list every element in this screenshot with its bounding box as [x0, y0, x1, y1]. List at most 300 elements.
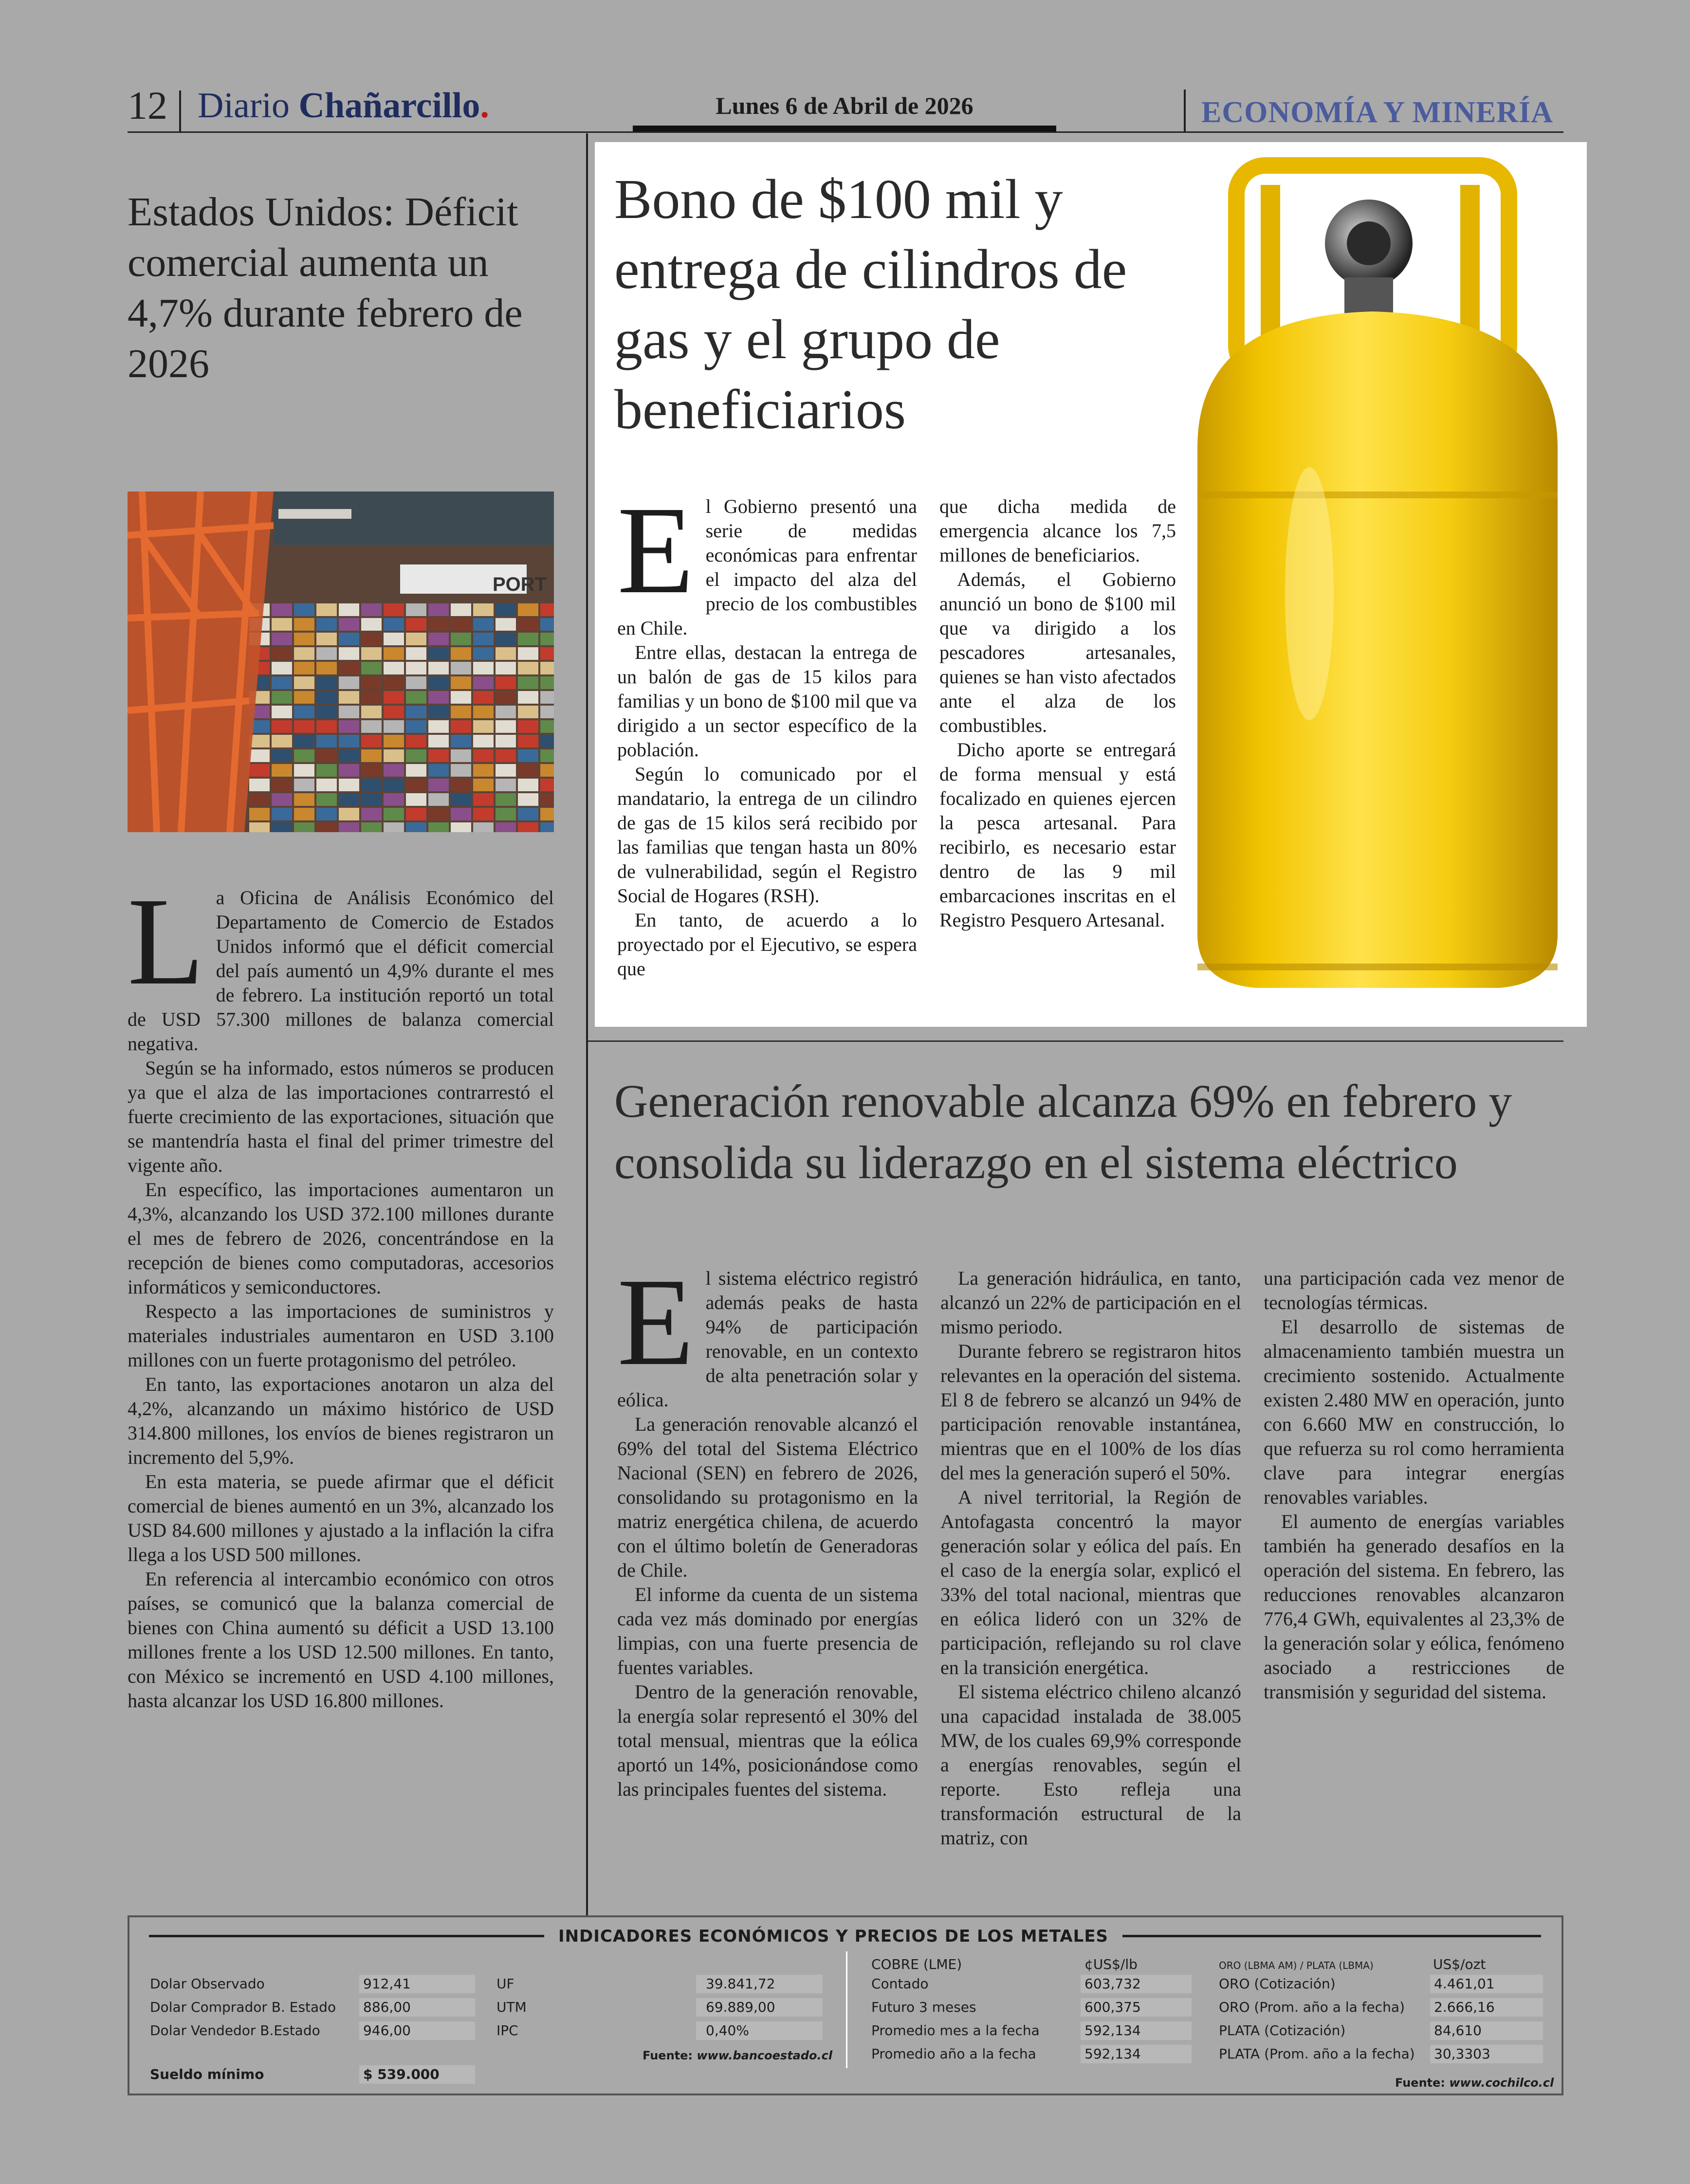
shipping-container	[294, 633, 314, 645]
shipping-container	[428, 662, 449, 674]
shipping-container	[384, 808, 404, 820]
newspaper-name-main: Chañarcillo	[298, 86, 480, 126]
shipping-container	[473, 735, 494, 747]
paragraph: A nivel territorial, la Región de Antofagasta concentró la mayor generación solar y eólica del país. En el caso de la energía solar, explicó el 33% del total nacional, mientras que en eólica lideró con un 32% de participación, reflejando su rol clave en la transición energética.	[940, 1486, 1241, 1678]
indicator-label: Promedio año a la fecha	[871, 2046, 1036, 2062]
shipping-container	[339, 764, 359, 777]
indicator-value: 69.889,00	[696, 1998, 823, 2017]
shipping-container	[384, 691, 404, 704]
shipping-container	[496, 691, 516, 704]
shipping-container	[451, 779, 471, 791]
shipping-container	[518, 764, 538, 777]
shipping-container	[473, 764, 494, 777]
shipping-container	[518, 676, 538, 689]
shipping-container	[451, 749, 471, 762]
gas-article-dropcap: E	[617, 480, 694, 619]
shipping-container	[361, 647, 382, 660]
shipping-container	[316, 764, 337, 777]
shipping-container	[339, 749, 359, 762]
shipping-container	[406, 647, 426, 660]
shipping-container	[451, 633, 471, 645]
shipping-container	[540, 618, 554, 631]
indicator-value: 39.841,72	[696, 1975, 823, 1993]
indicator-label: UF	[496, 1976, 514, 1992]
shipping-container	[406, 706, 426, 718]
shipping-container	[361, 822, 382, 832]
indicators-rule	[149, 1935, 544, 1937]
shipping-container	[540, 676, 554, 689]
shipping-container	[339, 647, 359, 660]
shipping-container	[316, 603, 337, 616]
shipping-container	[294, 647, 314, 660]
shipping-container	[540, 749, 554, 762]
indicator-value: 600,375	[1081, 1998, 1192, 2017]
shipping-container	[518, 822, 538, 832]
shipping-container	[406, 779, 426, 791]
shipping-container	[384, 618, 404, 631]
renewables-dropcap: E	[617, 1252, 694, 1391]
paragraph: Según lo comunicado por el mandatario, la entrega de un cilindro de gas de 15 kilos será recibido por las familias que tengan hasta un 80% de vulnerabilidad, según el Registro Social de Hogares (RSH).	[617, 763, 917, 907]
shipping-container	[473, 720, 494, 733]
indicator-label: Dolar Comprador B. Estado	[150, 1999, 336, 2015]
shipping-container	[339, 618, 359, 631]
shipping-container	[294, 720, 314, 733]
shipping-container	[451, 662, 471, 674]
newspaper-name-dot: .	[480, 86, 489, 126]
shipping-container	[361, 676, 382, 689]
shipping-container	[384, 779, 404, 791]
indicator-value: 946,00	[359, 2021, 475, 2040]
shipping-container	[384, 706, 404, 718]
shipping-container	[518, 793, 538, 806]
paragraph: En esta materia, se puede afirmar que el déficit comercial de bienes aumentó en un 3%, alcanzado los USD 84.600 millones y ajustado a la inflación la cifra llega a los USD 500 millones.	[128, 1471, 554, 1565]
shipping-container	[473, 603, 494, 616]
shipping-container	[496, 808, 516, 820]
indicator-value: 592,134	[1081, 2045, 1192, 2063]
shipping-container	[496, 822, 516, 832]
shipping-container	[451, 618, 471, 631]
shipping-container	[428, 793, 449, 806]
shipping-container	[428, 706, 449, 718]
shipping-container	[272, 779, 292, 791]
shipping-container	[272, 618, 292, 631]
shipping-container	[428, 691, 449, 704]
paragraph: La generación hidráulica, en tanto, alcanzó un 22% de participación en el mismo periodo.	[940, 1267, 1241, 1338]
paragraph: La generación renovable alcanzó el 69% del total del Sistema Eléctrico Nacional (SEN) en febrero de 2026, consolidando su protagonismo en la matriz energética chilena, de acuerdo con el último boletín de Generadoras de Chile.	[617, 1413, 918, 1581]
gas-bonus-headline: Bono de $100 mil y entrega de cilindros de gas y el grupo de beneficiarios	[614, 168, 1127, 441]
shipping-container	[406, 735, 426, 747]
shipping-container	[518, 662, 538, 674]
shipping-container	[316, 618, 337, 631]
shipping-container	[294, 808, 314, 820]
indicator-value: 603,732	[1081, 1975, 1192, 1993]
container-port-illustration	[128, 491, 554, 832]
paragraph: l sistema eléctrico registró además peaks de hasta 94% de participación renovable, en un contexto de alta penetración solar y eólica.	[617, 1267, 918, 1411]
shipping-container	[294, 764, 314, 777]
shipping-container	[361, 764, 382, 777]
shipping-container	[406, 808, 426, 820]
shipping-container	[518, 618, 538, 631]
shipping-container	[496, 618, 516, 631]
paragraph: En específico, las importaciones aumentaron un 4,3%, alcanzando los USD 372.100 millones durante el mes de febrero de 2026, concentrándose en la recepción de bienes como computadoras, accesorios informáticos y semiconductores.	[128, 1179, 554, 1298]
gas-cylinder-photo	[1188, 156, 1572, 1007]
indicators-rule	[1122, 1935, 1541, 1937]
shipping-container	[249, 793, 270, 806]
shipping-container	[339, 633, 359, 645]
shipping-container	[451, 735, 471, 747]
page-number: 12	[128, 83, 167, 127]
paragraph: El sistema eléctrico chileno alcanzó una capacidad instalada de 38.005 MW, de los cuales 69,9% corresponde a energías renovables, según el reporte. Esto refleja una transformación estructural de la matriz, con	[940, 1681, 1241, 1849]
minimum-wage-value: $ 539.000	[359, 2065, 475, 2084]
shipping-container	[518, 691, 538, 704]
shipping-container	[316, 706, 337, 718]
shipping-container	[540, 793, 554, 806]
shipping-container	[428, 647, 449, 660]
paragraph: El desarrollo de sistemas de almacenamiento también muestra un crecimiento sostenido. Actualmente existen 2.480 MW en operación, junto con 6.660 MW en construcción, lo que refuerza su rol como herramienta clave para integrar energías renovables variables.	[1264, 1316, 1564, 1508]
paragraph: Durante febrero se registraron hitos relevantes en la operación del sistema. El 8 de febrero se alcanzó un 94% de participación renovable instantánea, mientras que en el 100% de los días del mes la generación superó el 50%.	[940, 1340, 1241, 1484]
copper-unit: ¢US$/lb	[1084, 1956, 1138, 1972]
shipping-container	[361, 706, 382, 718]
paragraph: l Gobierno presentó una serie de medidas económicas para enfrentar el impacto del alza del precio de los combustibles en Chile.	[617, 495, 917, 639]
shipping-container	[496, 793, 516, 806]
article-divider	[588, 1040, 1563, 1042]
copper-header: COBRE (LME)	[871, 1956, 962, 1972]
shipping-container	[361, 720, 382, 733]
renewables-column-3	[1264, 1266, 1564, 1704]
trade-deficit-body	[128, 872, 554, 1713]
shipping-container	[361, 691, 382, 704]
shipping-container	[339, 793, 359, 806]
shipping-container	[428, 603, 449, 616]
shipping-container	[451, 793, 471, 806]
shipping-container	[428, 735, 449, 747]
shipping-container	[316, 662, 337, 674]
shipping-container	[294, 603, 314, 616]
shipping-container	[361, 793, 382, 806]
shipping-container	[451, 647, 471, 660]
shipping-container	[339, 676, 359, 689]
shipping-container	[272, 633, 292, 645]
shipping-container	[339, 691, 359, 704]
renewables-column-2	[940, 1266, 1241, 1850]
shipping-container	[406, 603, 426, 616]
trade-deficit-dropcap: L	[128, 872, 204, 1011]
shipping-container	[384, 647, 404, 660]
shipping-container	[473, 662, 494, 674]
paragraph: El informe da cuenta de un sistema cada vez más dominado por energías limpias, con una fuerte presencia de fuentes variables.	[617, 1583, 918, 1678]
shipping-container	[316, 749, 337, 762]
indicator-label: Dolar Observado	[150, 1976, 265, 1992]
shipping-container	[249, 808, 270, 820]
masthead-divider	[179, 91, 181, 132]
section-title: ECONOMÍA Y MINERÍA	[1201, 96, 1553, 129]
indicators-divider	[846, 1951, 847, 2068]
shipping-container	[540, 706, 554, 718]
shipping-container	[496, 676, 516, 689]
paragraph: Dicho aporte se entregará de forma mensual y está focalizado en quienes ejercen la pesca artesanal. Para recibirlo, es necesario estar dentro de las 9 mil embarcaciones inscritas en el Registro Pesquero Artesanal.	[939, 739, 1176, 931]
indicator-value: 886,00	[359, 1998, 475, 2017]
newspaper-name-prefix: Diario	[198, 86, 290, 126]
paragraph: El aumento de energías variables también ha generado desafíos en la operación del sistema. En febrero, las reducciones renovables alcanzaron 776,4 GWh, equivalentes al 23,3% de la generación solar y eólica, fenómeno asociado a restricciones de transmisión y seguridad del sistema.	[1264, 1511, 1564, 1703]
shipping-container	[294, 793, 314, 806]
shipping-container	[249, 749, 270, 762]
shipping-container	[496, 603, 516, 616]
shipping-container	[294, 706, 314, 718]
shipping-container	[361, 779, 382, 791]
section-divider	[1184, 90, 1186, 131]
shipping-container	[272, 735, 292, 747]
shipping-container	[540, 822, 554, 832]
shipping-container	[249, 822, 270, 832]
shipping-container	[272, 808, 292, 820]
shipping-container	[540, 691, 554, 704]
source-label: Fuente:	[643, 2049, 693, 2062]
newspaper-name	[198, 88, 489, 124]
shipping-container	[361, 633, 382, 645]
indicator-value: 84,610	[1430, 2021, 1543, 2040]
paragraph: Respecto a las importaciones de suministros y materiales industriales aumentaron en USD 3.100 millones con un fuerte protagonismo del petróleo.	[128, 1300, 554, 1371]
indicator-label: IPC	[496, 2022, 518, 2038]
indicator-label: Contado	[871, 1976, 929, 1992]
indicator-label: Futuro 3 meses	[871, 1999, 976, 2015]
shipping-container	[384, 676, 404, 689]
shipping-container	[496, 662, 516, 674]
shipping-container	[361, 603, 382, 616]
shipping-container	[496, 779, 516, 791]
shipping-container	[272, 603, 292, 616]
column-rule	[586, 133, 588, 1915]
indicator-label: Dolar Vendedor B.Estado	[150, 2022, 320, 2038]
paragraph: Además, el Gobierno anunció un bono de $100 mil que va dirigido a los pescadores artesanales, quienes se han visto afectados ante el alza de los combustibles.	[939, 568, 1176, 736]
indicator-label: ORO (Prom. año a la fecha)	[1219, 1999, 1405, 2015]
shipping-container	[294, 779, 314, 791]
indicator-label: PLATA (Cotización)	[1219, 2022, 1346, 2038]
shipping-container	[384, 764, 404, 777]
shipping-container	[272, 706, 292, 718]
gas-article-column-2	[939, 494, 1176, 932]
shipping-container	[540, 603, 554, 616]
shipping-container	[339, 706, 359, 718]
shipping-container	[473, 706, 494, 718]
shipping-container	[518, 633, 538, 645]
shipping-container	[518, 706, 538, 718]
shipping-container	[272, 822, 292, 832]
shipping-container	[406, 822, 426, 832]
indicator-value: 30,3303	[1430, 2045, 1543, 2063]
shipping-container	[294, 662, 314, 674]
shipping-container	[406, 720, 426, 733]
shipping-container	[316, 691, 337, 704]
paragraph: que dicha medida de emergencia alcance los 7,5 millones de beneficiarios.	[939, 495, 1176, 566]
shipping-container	[451, 691, 471, 704]
shipping-container	[406, 662, 426, 674]
shipping-container	[518, 735, 538, 747]
shipping-container	[518, 779, 538, 791]
shipping-container	[473, 676, 494, 689]
shipping-container	[540, 662, 554, 674]
shipping-container	[316, 735, 337, 747]
shipping-container	[540, 735, 554, 747]
shipping-container	[361, 735, 382, 747]
container-port-photo	[128, 491, 554, 832]
shipping-container	[272, 720, 292, 733]
renewables-column-1	[617, 1252, 918, 1802]
shipping-container	[316, 647, 337, 660]
shipping-container	[361, 808, 382, 820]
shipping-container	[473, 808, 494, 820]
shipping-container	[428, 720, 449, 733]
shipping-container	[294, 618, 314, 631]
shipping-container	[339, 822, 359, 832]
indicator-label: Promedio mes a la fecha	[871, 2022, 1040, 2038]
masthead-rule	[128, 131, 1563, 133]
shipping-container	[518, 647, 538, 660]
shipping-container	[406, 691, 426, 704]
shipping-container	[406, 676, 426, 689]
shipping-container	[518, 720, 538, 733]
minimum-wage-label: Sueldo mínimo	[150, 2066, 264, 2082]
shipping-container	[473, 618, 494, 631]
shipping-container	[272, 662, 292, 674]
shipping-container	[361, 662, 382, 674]
shipping-container	[428, 618, 449, 631]
shipping-container	[316, 720, 337, 733]
shipping-container	[384, 720, 404, 733]
shipping-container	[339, 779, 359, 791]
indicator-value: 912,41	[359, 1975, 475, 1993]
paragraph: una participación cada vez menor de tecnologías térmicas.	[1264, 1267, 1564, 1313]
shipping-container	[496, 735, 516, 747]
shipping-container	[249, 764, 270, 777]
shipping-container	[272, 764, 292, 777]
shipping-container	[496, 764, 516, 777]
shipping-container	[384, 603, 404, 616]
shipping-container	[473, 779, 494, 791]
shipping-container	[339, 662, 359, 674]
shipping-container	[361, 749, 382, 762]
shipping-container	[496, 720, 516, 733]
shipping-container	[294, 691, 314, 704]
shipping-container	[428, 633, 449, 645]
shipping-container	[316, 793, 337, 806]
shipping-container	[384, 822, 404, 832]
shipping-container	[428, 764, 449, 777]
shipping-container	[272, 647, 292, 660]
shipping-container	[384, 662, 404, 674]
shipping-container	[428, 676, 449, 689]
publication-date: Lunes 6 de Abril de 2026	[716, 92, 974, 119]
shipping-container	[428, 822, 449, 832]
indicators-title: INDICADORES ECONÓMICOS Y PRECIOS DE LOS METALES	[558, 1927, 1109, 1946]
shipping-container	[496, 706, 516, 718]
shipping-container	[316, 822, 337, 832]
trade-deficit-headline: Estados Unidos: Déficit comercial aumenta un 4,7% durante febrero de 2026	[128, 189, 523, 386]
shipping-container	[540, 779, 554, 791]
shipping-container	[473, 822, 494, 832]
shipping-container	[294, 735, 314, 747]
shipping-container	[249, 779, 270, 791]
shipping-container	[406, 793, 426, 806]
source-bancoestado	[643, 2049, 832, 2062]
shipping-container	[451, 808, 471, 820]
shipping-container	[451, 706, 471, 718]
shipping-container	[384, 749, 404, 762]
shipping-container	[451, 603, 471, 616]
shipping-container	[406, 764, 426, 777]
shipping-container	[540, 647, 554, 660]
shipping-container	[316, 808, 337, 820]
shipping-container	[451, 676, 471, 689]
shipping-container	[473, 633, 494, 645]
shipping-container	[294, 822, 314, 832]
metals-unit: US$/ozt	[1433, 1956, 1486, 1972]
source-cochilco	[1395, 2076, 1554, 2090]
shipping-container	[339, 808, 359, 820]
shipping-container	[473, 647, 494, 660]
shipping-container	[496, 633, 516, 645]
shipping-container	[272, 676, 292, 689]
shipping-container	[294, 749, 314, 762]
shipping-container	[540, 720, 554, 733]
shipping-container	[428, 749, 449, 762]
paragraph: En tanto, las exportaciones anotaron un alza del 4,2%, alcanzando un máximo histórico de USD 314.800 millones, los envíos de bienes registraron un incremento del 5,9%.	[128, 1373, 554, 1468]
shipping-container	[473, 749, 494, 762]
paragraph: Dentro de la generación renovable, la energía solar representó el 30% del total mensual, mientras que la eólica aportó un 14%, posicionándose como las principales fuentes del sistema.	[617, 1681, 918, 1800]
shipping-container	[540, 764, 554, 777]
shipping-container	[316, 779, 337, 791]
shipping-container	[272, 749, 292, 762]
shipping-container	[496, 749, 516, 762]
paragraph: a Oficina de Análisis Económico del Departamento de Comercio de Estados Unidos informó que el déficit comercial del país aumentó un 4,9% durante el mes de febrero. La institución reportó un total de USD 57.300 millones de balanza comercial negativa.	[128, 887, 554, 1055]
shipping-container	[361, 618, 382, 631]
gas-article-column-1	[617, 480, 917, 981]
source-site: www.bancoestado.cl	[697, 2049, 833, 2062]
indicator-label: ORO (Cotización)	[1219, 1976, 1336, 1992]
gas-cylinder-illustration	[1188, 156, 1572, 1007]
paragraph: Según se ha informado, estos números se producen ya que el alza de las importaciones contrarrestó el fuerte crecimiento de las exportaciones, situación que se mantendría hasta el final del primer trimestre del vigente año.	[128, 1057, 554, 1176]
shipping-container	[518, 603, 538, 616]
source-site: www.cochilco.cl	[1449, 2076, 1554, 2090]
shipping-container	[339, 735, 359, 747]
indicator-value: 2.666,16	[1430, 1998, 1543, 2017]
shipping-container	[406, 618, 426, 631]
shipping-container	[473, 793, 494, 806]
shipping-container	[451, 720, 471, 733]
shipping-container	[406, 633, 426, 645]
shipping-container	[384, 633, 404, 645]
shipping-container	[384, 793, 404, 806]
shipping-container	[496, 647, 516, 660]
shipping-container	[540, 633, 554, 645]
paragraph: En tanto, de acuerdo a lo proyectado por el Ejecutivo, se espera que	[617, 909, 917, 980]
paragraph: Entre ellas, destacan la entrega de un balón de gas de 15 kilos para familias y un bono de $100 mil que va dirigido a un sector específico de la población.	[617, 641, 917, 761]
shipping-container	[316, 633, 337, 645]
shipping-container	[316, 676, 337, 689]
shipping-container	[451, 764, 471, 777]
shipping-container	[428, 808, 449, 820]
renewables-headline: Generación renovable alcanza 69% en febrero y consolida su liderazgo en el sistema eléctrico	[614, 1075, 1512, 1188]
indicator-value: 0,40%	[696, 2021, 823, 2040]
indicator-label: UTM	[496, 1999, 527, 2015]
metals-header: ORO (LBMA AM) / PLATA (LBMA)	[1219, 1960, 1374, 1971]
shipping-container	[339, 603, 359, 616]
shipping-container	[518, 749, 538, 762]
indicator-value: 592,134	[1081, 2021, 1192, 2040]
port-sign-text: PORT	[493, 574, 547, 595]
shipping-container	[272, 691, 292, 704]
shipping-container	[384, 735, 404, 747]
shipping-container	[406, 749, 426, 762]
